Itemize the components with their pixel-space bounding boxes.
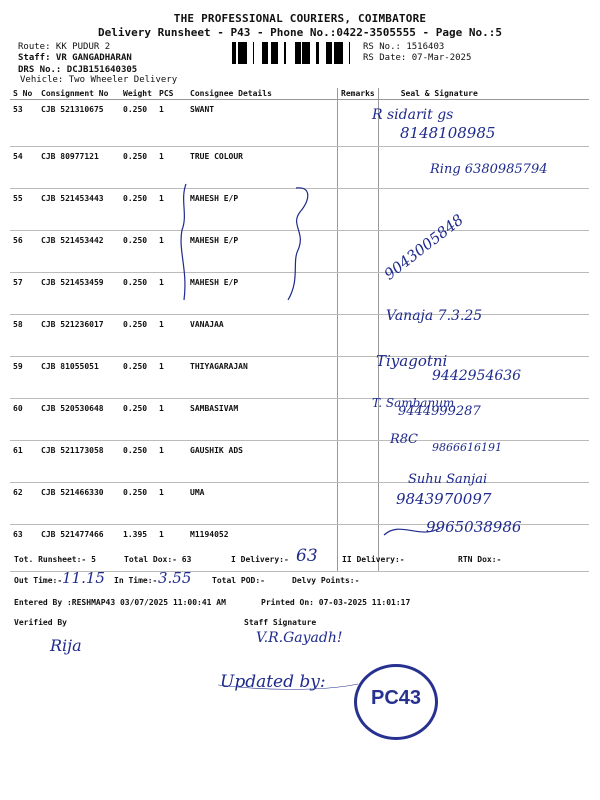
phone-62: 9843970097 — [396, 490, 492, 508]
cell-remarks — [338, 483, 379, 525]
barcode-bar — [326, 42, 328, 64]
barcode-bar — [296, 42, 298, 64]
barcode-bar — [253, 42, 254, 64]
cell-remarks — [338, 273, 379, 315]
out-time: Out Time:- — [14, 576, 63, 585]
cell-remarks — [338, 441, 379, 483]
route-label: Route: KK PUDUR 2 — [18, 42, 111, 52]
staff-signature: V.R.Gayadh! — [256, 630, 343, 646]
barcode-bar — [298, 42, 301, 64]
barcode-bar — [244, 42, 247, 64]
cell-pcs: 1 — [156, 100, 187, 147]
cell-consignee: SAMBASIVAM — [187, 399, 338, 441]
barcode-bar — [272, 42, 274, 64]
ii-delivery: II Delivery:- — [342, 555, 405, 564]
cell-remarks — [338, 357, 379, 399]
col-seal-signature: Seal & Signature — [378, 88, 589, 100]
cell-consignee: M1194052 — [187, 525, 338, 572]
barcode-bar — [328, 42, 331, 64]
barcode-bar — [274, 42, 277, 64]
cell-weight: 0.250 — [120, 357, 156, 399]
cell-weight: 0.250 — [120, 315, 156, 357]
table-row — [10, 399, 589, 441]
cell-sno: 59 — [10, 357, 38, 399]
phone-60: 9444999287 — [398, 404, 481, 419]
phone-56: 9043005848 — [380, 210, 467, 284]
cell-remarks — [338, 231, 379, 273]
col-pcs: PCS — [156, 88, 187, 100]
runsheet-table — [10, 88, 589, 572]
cell-pcs: 1 — [156, 525, 187, 572]
cell-consignment: CJB 521477466 — [38, 525, 120, 572]
pc43-stamp — [354, 664, 438, 740]
phone-63: 9965038986 — [426, 518, 522, 536]
barcode-bar — [277, 42, 278, 64]
stamp-text: PC43 — [370, 687, 422, 709]
signature-61: R8C — [390, 432, 419, 447]
i-delivery: I Delivery:- — [231, 555, 289, 564]
in-time: In Time:- — [114, 576, 158, 585]
cell-consignment: CJB 80977121 — [38, 147, 120, 189]
cell-sno: 60 — [10, 399, 38, 441]
signature-60: T. Sambanum — [372, 396, 455, 410]
cell-weight: 0.250 — [120, 399, 156, 441]
tot-runsheet: Tot. Runsheet:- 5 — [14, 555, 96, 564]
staff-signature-label: Staff Signature — [244, 618, 317, 627]
cell-weight: 1.395 — [120, 525, 156, 572]
col-sno: S No — [10, 88, 38, 100]
runsheet-subtitle: Delivery Runsheet - P43 - Phone No.:0422-3505555 - Page No.:5 — [98, 26, 502, 39]
drs-label: DRS No.: — [18, 65, 62, 75]
cell-consignment: CJB 521173058 — [38, 441, 120, 483]
table-header-row — [10, 88, 589, 100]
signature-62: Suhu Sanjai — [408, 472, 488, 487]
cell-sno: 62 — [10, 483, 38, 525]
entered-by: Entered By :RESHMAP43 03/07/2025 11:00:41 AM — [14, 598, 226, 607]
company-title: THE PROFESSIONAL COURIERS, COIMBATORE — [173, 12, 427, 25]
cell-consignee: MAHESH E/P — [187, 273, 338, 315]
cell-sno: 55 — [10, 189, 38, 231]
rs-number: RS No.: 1516403 — [363, 42, 445, 52]
cell-consignee: THIYAGARAJAN — [187, 357, 338, 399]
total-pod: Total POD:- — [212, 576, 265, 585]
table-row — [10, 315, 589, 357]
col-consignee: Consignee Details — [187, 88, 338, 100]
signature-53: R sidarit gs — [372, 107, 454, 123]
cell-remarks — [338, 315, 379, 357]
cell-weight: 0.250 — [120, 100, 156, 147]
cell-consignment: CJB 521310675 — [38, 100, 120, 147]
cell-sno: 54 — [10, 147, 38, 189]
cell-consignee: GAUSHIK ADS — [187, 441, 338, 483]
cell-consignment: CJB 521453442 — [38, 231, 120, 273]
col-remarks: Remarks — [338, 88, 379, 100]
cell-sno: 58 — [10, 315, 38, 357]
col-weight: Weight — [120, 88, 156, 100]
rtn-dox: RTN Dox:- — [458, 555, 502, 564]
table-row — [10, 273, 589, 315]
cell-weight: 0.250 — [120, 483, 156, 525]
cell-pcs: 1 — [156, 189, 187, 231]
cell-weight: 0.250 — [120, 273, 156, 315]
barcode-bar — [334, 42, 337, 64]
cell-sno: 56 — [10, 231, 38, 273]
table-row — [10, 441, 589, 483]
barcode-bar — [265, 42, 266, 64]
signature-54: Ring 6380985794 — [430, 162, 548, 177]
cell-consignee: UMA — [187, 483, 338, 525]
cell-pcs: 1 — [156, 273, 187, 315]
cell-consignee: MAHESH E/P — [187, 231, 338, 273]
cell-pcs: 1 — [156, 315, 187, 357]
cell-consignee: SWANT — [187, 100, 338, 147]
cell-consignee: VANAJAA — [187, 315, 338, 357]
barcode-bar — [235, 42, 236, 64]
cell-sno: 61 — [10, 441, 38, 483]
total-dox: Total Dox:- 63 — [124, 555, 192, 564]
cell-consignee: TRUE COLOUR — [187, 147, 338, 189]
barcode-bar — [331, 42, 332, 64]
cell-remarks — [338, 525, 379, 572]
barcode-bar — [238, 42, 241, 64]
cell-sno: 63 — [10, 525, 38, 572]
delvy-points: Delvy Points:- — [292, 576, 360, 585]
cell-pcs: 1 — [156, 147, 187, 189]
cell-remarks — [338, 189, 379, 231]
cell-pcs: 1 — [156, 231, 187, 273]
barcode-bar — [304, 42, 307, 64]
signature-58: Vanaja 7.3.25 — [386, 308, 483, 324]
barcode-bar — [284, 42, 286, 64]
barcode-bar — [242, 42, 244, 64]
barcode-bar — [307, 42, 308, 64]
barcode-bar — [337, 42, 338, 64]
cell-consignment: CJB 521466330 — [38, 483, 120, 525]
cell-pcs: 1 — [156, 441, 187, 483]
barcode-bar — [308, 42, 310, 64]
staff-label: Staff: VR GANGADHARAN — [18, 53, 132, 63]
barcode-bar — [338, 42, 340, 64]
barcode-bar — [271, 42, 272, 64]
table-row — [10, 100, 589, 147]
col-consignment: Consignment No — [38, 88, 120, 100]
phone-61: 9866616191 — [432, 441, 502, 454]
verified-by: Verified By — [14, 618, 67, 627]
cell-pcs: 1 — [156, 399, 187, 441]
cell-consignment: CJB 521453443 — [38, 189, 120, 231]
drs-value: DCJB151640305 — [66, 65, 138, 75]
cell-pcs: 1 — [156, 483, 187, 525]
cell-consignment: CJB 520530648 — [38, 399, 120, 441]
updated-by: Updated by: — [220, 672, 326, 692]
printed-on: Printed On: 07-03-2025 11:01:17 — [261, 598, 411, 607]
barcode-bar — [266, 42, 268, 64]
in-time-value: 3.55 — [158, 569, 192, 587]
cell-weight: 0.250 — [120, 231, 156, 273]
cell-weight: 0.250 — [120, 189, 156, 231]
phone-59: 9442954636 — [432, 368, 522, 384]
barcode-bar — [316, 42, 319, 64]
cell-consignment: CJB 521453459 — [38, 273, 120, 315]
barcode-bar — [241, 42, 242, 64]
barcode-bar — [302, 42, 304, 64]
barcode-bar — [349, 42, 350, 64]
cell-consignment: CJB 81055051 — [38, 357, 120, 399]
table-row — [10, 189, 589, 231]
barcode — [232, 42, 356, 64]
barcode-bar — [295, 42, 296, 64]
cell-pcs: 1 — [156, 357, 187, 399]
barcode-bar — [340, 42, 343, 64]
rs-date: RS Date: 07-Mar-2025 — [363, 53, 472, 63]
phone-53: 8148108985 — [400, 124, 496, 142]
verified-signature: Rija — [50, 636, 82, 655]
i-delivery-value: 63 — [296, 546, 318, 566]
cell-consignee: MAHESH E/P — [187, 189, 338, 231]
barcode-bar — [262, 42, 265, 64]
drs-number — [18, 65, 137, 75]
cell-seal-signature — [378, 189, 589, 231]
signature-59: Tiyagotni — [376, 352, 448, 370]
cell-remarks — [338, 147, 379, 189]
table-row — [10, 231, 589, 273]
barcode-bar — [232, 42, 235, 64]
cell-sno: 53 — [10, 100, 38, 147]
cell-sno: 57 — [10, 273, 38, 315]
cell-weight: 0.250 — [120, 147, 156, 189]
out-time-value: 11.15 — [62, 569, 105, 587]
cell-weight: 0.250 — [120, 441, 156, 483]
cell-consignment: CJB 521236017 — [38, 315, 120, 357]
vehicle-label: Vehicle: Two Wheeler Delivery — [20, 75, 178, 85]
